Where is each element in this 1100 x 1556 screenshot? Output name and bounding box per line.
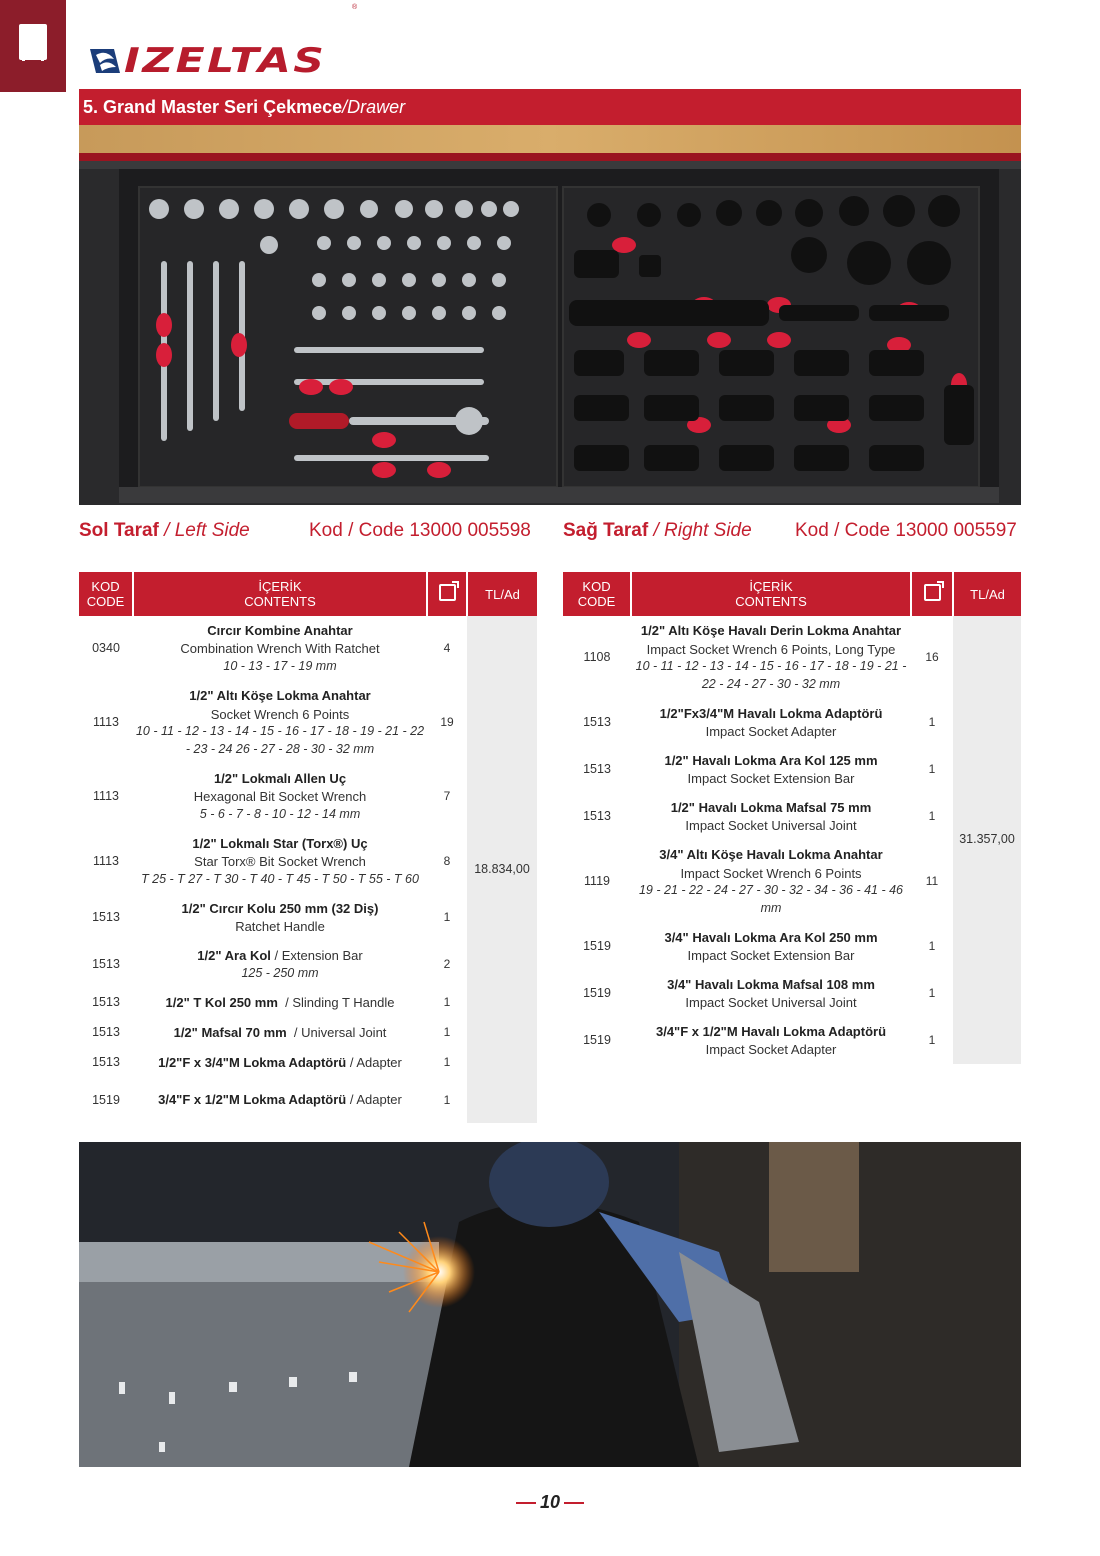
section-title: 5. Grand Master Seri Çekmece bbox=[83, 97, 343, 117]
item-name-en: Impact Socket Extension Bar bbox=[687, 771, 855, 786]
page-number: 10 bbox=[0, 1492, 1100, 1513]
row-code: 1513 bbox=[92, 909, 120, 924]
item-name-tr: 1/2" Havalı Lokma Ara Kol 125 mm bbox=[664, 752, 878, 768]
row-quantity: 2 bbox=[443, 956, 451, 971]
row-code: 1519 bbox=[92, 1092, 120, 1107]
page-number-dash-right bbox=[564, 1502, 584, 1504]
item-name-en: / Adapter bbox=[346, 1054, 402, 1070]
row-code: 1113 bbox=[93, 853, 119, 868]
table-row bbox=[563, 699, 1021, 746]
item-name-tr: 3/4" Havalı Lokma Ara Kol 250 mm bbox=[664, 929, 878, 945]
header-code: KOD CODE bbox=[563, 572, 631, 616]
row-code: 1513 bbox=[583, 808, 611, 823]
item-name-tr: 3/4"F x 1/2"M Havalı Lokma Adaptörü bbox=[655, 1023, 887, 1039]
item-name-tr: 1/2" Cırcır Kolu 250 mm (32 Diş) bbox=[181, 900, 379, 916]
item-name-tr: 1/2" Mafsal 70 mm bbox=[173, 1024, 287, 1040]
tool-cabinet-icon bbox=[19, 24, 47, 60]
item-name-en: / Slinding T Handle bbox=[277, 994, 395, 1010]
row-quantity: 8 bbox=[443, 853, 451, 868]
row-code: 1108 bbox=[583, 649, 611, 664]
header-code: KOD CODE bbox=[79, 572, 133, 616]
item-name-tr: 3/4" Altı Köşe Havalı Lokma Anahtar bbox=[659, 847, 883, 862]
header-contents: İÇERİK CONTENTS bbox=[133, 572, 427, 616]
row-quantity: 1 bbox=[928, 714, 936, 729]
item-name-tr: 1/2" Lokmalı Allen Uç bbox=[213, 770, 347, 786]
header-price: TL/Ad bbox=[467, 572, 537, 616]
row-code: 1519 bbox=[583, 985, 611, 1000]
table-row bbox=[563, 970, 1021, 1017]
row-contents bbox=[133, 1078, 427, 1123]
row-contents bbox=[631, 1017, 911, 1064]
row-code: 1119 bbox=[584, 873, 610, 888]
brand-name: IZELTAS bbox=[124, 41, 327, 81]
item-name-en: Combination Wrench With Ratchet bbox=[180, 641, 380, 657]
kit-price: 31.357,00 bbox=[953, 616, 1021, 1064]
item-name-tr: Cırcır Kombine Anahtar bbox=[207, 622, 353, 638]
row-contents bbox=[631, 699, 911, 746]
table-header-row bbox=[79, 572, 537, 616]
left-side-title-tr: Sol Taraf bbox=[79, 520, 159, 541]
row-quantity: 4 bbox=[443, 640, 451, 655]
left-side-title-en: / Left Side bbox=[158, 520, 250, 541]
row-quantity: 1 bbox=[443, 1025, 451, 1040]
row-contents bbox=[631, 923, 911, 970]
table-row bbox=[563, 840, 1021, 923]
item-name-en: Impact Socket Universal Joint bbox=[685, 995, 857, 1010]
row-contents bbox=[133, 1018, 427, 1048]
welding-illustration bbox=[79, 1142, 1021, 1467]
row-quantity: 11 bbox=[925, 873, 939, 888]
right-kit-code: Kod / Code 13000 005597 bbox=[795, 520, 1017, 541]
row-code: 1513 bbox=[92, 995, 120, 1010]
row-contents bbox=[133, 616, 427, 681]
row-contents bbox=[631, 746, 911, 793]
row-code: 0340 bbox=[92, 640, 120, 655]
box-quantity-icon bbox=[439, 584, 456, 601]
row-contents bbox=[631, 840, 911, 923]
table-row bbox=[563, 616, 1021, 699]
kit-price: 18.834,00 bbox=[467, 616, 537, 1123]
item-name-tr: 3/4" Havalı Lokma Mafsal 108 mm bbox=[667, 976, 875, 992]
table-row bbox=[79, 616, 537, 681]
row-contents bbox=[631, 793, 911, 840]
row-code: 1519 bbox=[583, 938, 611, 953]
item-name-en: Impact Socket Wrench 6 Points, Long Type bbox=[646, 641, 896, 657]
table-row bbox=[563, 1017, 1021, 1064]
row-quantity: 1 bbox=[928, 761, 936, 776]
corner-tab bbox=[0, 0, 66, 92]
item-name-tr: 1/2"F x 3/4"M Lokma Adaptörü bbox=[158, 1054, 347, 1070]
item-name-tr: 3/4"F x 1/2"M Lokma Adaptörü bbox=[158, 1092, 347, 1108]
row-contents bbox=[133, 1048, 427, 1078]
item-sizes: 5 - 6 - 7 - 8 - 10 - 12 - 14 mm bbox=[199, 806, 361, 821]
table-header-row bbox=[563, 572, 1021, 616]
row-contents bbox=[631, 970, 911, 1017]
drawer-photo bbox=[79, 125, 1021, 505]
box-quantity-icon bbox=[924, 584, 941, 601]
table-row bbox=[563, 793, 1021, 840]
item-name-tr: 1/2" Lokmalı Star (Torx®) Uç bbox=[192, 835, 368, 851]
right-side-title-tr: Sağ Taraf bbox=[563, 520, 649, 541]
item-name-en: Hexagonal Bit Socket Wrench bbox=[193, 789, 367, 805]
row-quantity: 1 bbox=[928, 985, 936, 1000]
row-contents bbox=[133, 894, 427, 941]
row-quantity: 1 bbox=[928, 808, 936, 823]
row-quantity: 1 bbox=[443, 1055, 451, 1070]
header-quantity bbox=[911, 572, 953, 616]
header-quantity bbox=[427, 572, 467, 616]
row-contents bbox=[133, 764, 427, 829]
item-name-tr: 1/2" Havalı Lokma Mafsal 75 mm bbox=[670, 799, 872, 815]
section-subtitle: /Drawer bbox=[342, 97, 406, 117]
item-name-tr: 1/2" Ara Kol bbox=[197, 947, 271, 963]
row-code: 1519 bbox=[583, 1032, 611, 1047]
brand-logo bbox=[88, 41, 327, 81]
item-sizes: T 25 - T 27 - T 30 - T 40 - T 45 - T 50 - T 55 - T 60 bbox=[141, 871, 419, 886]
item-name-en: Socket Wrench 6 Points bbox=[210, 706, 350, 722]
right-contents-table bbox=[563, 572, 1021, 1064]
row-quantity: 1 bbox=[443, 995, 451, 1010]
row-code: 1113 bbox=[93, 714, 119, 729]
section-title-bar bbox=[79, 89, 1021, 125]
welding-photo bbox=[79, 1142, 1021, 1467]
row-quantity: 1 bbox=[928, 938, 936, 953]
item-name-tr: 1/2" Altı Köşe Lokma Anahtar bbox=[189, 688, 371, 703]
row-quantity: 7 bbox=[443, 788, 451, 803]
row-code: 1513 bbox=[583, 761, 611, 776]
item-name-en: / Adapter bbox=[346, 1092, 402, 1108]
left-side-title bbox=[79, 520, 250, 542]
item-sizes: 125 - 250 mm bbox=[241, 966, 319, 980]
row-contents bbox=[133, 681, 427, 764]
page-number-dash-left bbox=[516, 1502, 536, 1504]
right-side-title bbox=[563, 520, 752, 542]
row-quantity: 1 bbox=[443, 1092, 451, 1107]
item-sizes: 10 - 11 - 12 - 13 - 14 - 15 - 16 - 17 - 18 - 19 - 21 - 22 - 23 - 24 26 - 27 - 28 - 30 - 32 mm bbox=[135, 724, 425, 756]
izeltas-emblem-icon bbox=[88, 45, 122, 77]
item-name-tr: 1/2"Fx3/4"M Havalı Lokma Adaptörü bbox=[659, 705, 883, 721]
item-name-en: Impact Socket Universal Joint bbox=[685, 818, 857, 833]
row-quantity: 19 bbox=[440, 714, 454, 729]
row-quantity: 16 bbox=[925, 649, 939, 664]
item-name-en: Impact Socket Adapter bbox=[705, 724, 837, 739]
item-name-en: Impact Socket Extension Bar bbox=[687, 948, 855, 963]
item-name-en: / Universal Joint bbox=[286, 1024, 387, 1040]
registered-mark: ® bbox=[352, 4, 358, 11]
row-contents bbox=[133, 988, 427, 1018]
table-row bbox=[563, 746, 1021, 793]
row-contents bbox=[133, 829, 427, 894]
item-name-tr: 1/2" Altı Köşe Havalı Derin Lokma Anahtar bbox=[640, 623, 902, 638]
row-contents bbox=[133, 941, 427, 988]
row-code: 1513 bbox=[583, 714, 611, 729]
table-row bbox=[563, 923, 1021, 970]
header-price: TL/Ad bbox=[953, 572, 1021, 616]
item-sizes: 10 - 11 - 12 - 13 - 14 - 15 - 16 - 17 - 18 - 19 - 21 - 22 - 24 - 27 - 30 - 32 mm bbox=[635, 659, 907, 691]
item-name-en: Impact Socket Wrench 6 Points bbox=[680, 865, 862, 881]
left-contents-table bbox=[79, 572, 537, 1123]
row-code: 1513 bbox=[92, 1025, 120, 1040]
item-name-en: Ratchet Handle bbox=[235, 919, 325, 934]
item-name-en: / Extension Bar bbox=[270, 947, 363, 963]
item-name-en: Star Torx® Bit Socket Wrench bbox=[194, 854, 366, 870]
item-sizes: 10 - 13 - 17 - 19 mm bbox=[223, 658, 337, 673]
left-kit-code: Kod / Code 13000 005598 bbox=[309, 520, 531, 541]
row-quantity: 1 bbox=[928, 1032, 936, 1047]
item-name-en: Impact Socket Adapter bbox=[705, 1042, 837, 1057]
row-quantity: 1 bbox=[443, 909, 451, 924]
item-name-tr: 1/2" T Kol 250 mm bbox=[165, 994, 278, 1010]
row-code: 1513 bbox=[92, 956, 120, 971]
drawer-illustration bbox=[79, 125, 1021, 505]
header-contents: İÇERİK CONTENTS bbox=[631, 572, 911, 616]
row-code: 1113 bbox=[93, 788, 119, 803]
item-sizes: 19 - 21 - 22 - 24 - 27 - 30 - 32 - 34 - 36 - 41 - 46 mm bbox=[638, 883, 904, 915]
row-contents bbox=[631, 616, 911, 699]
right-side-title-en: / Right Side bbox=[648, 520, 752, 541]
row-code: 1513 bbox=[92, 1055, 120, 1070]
